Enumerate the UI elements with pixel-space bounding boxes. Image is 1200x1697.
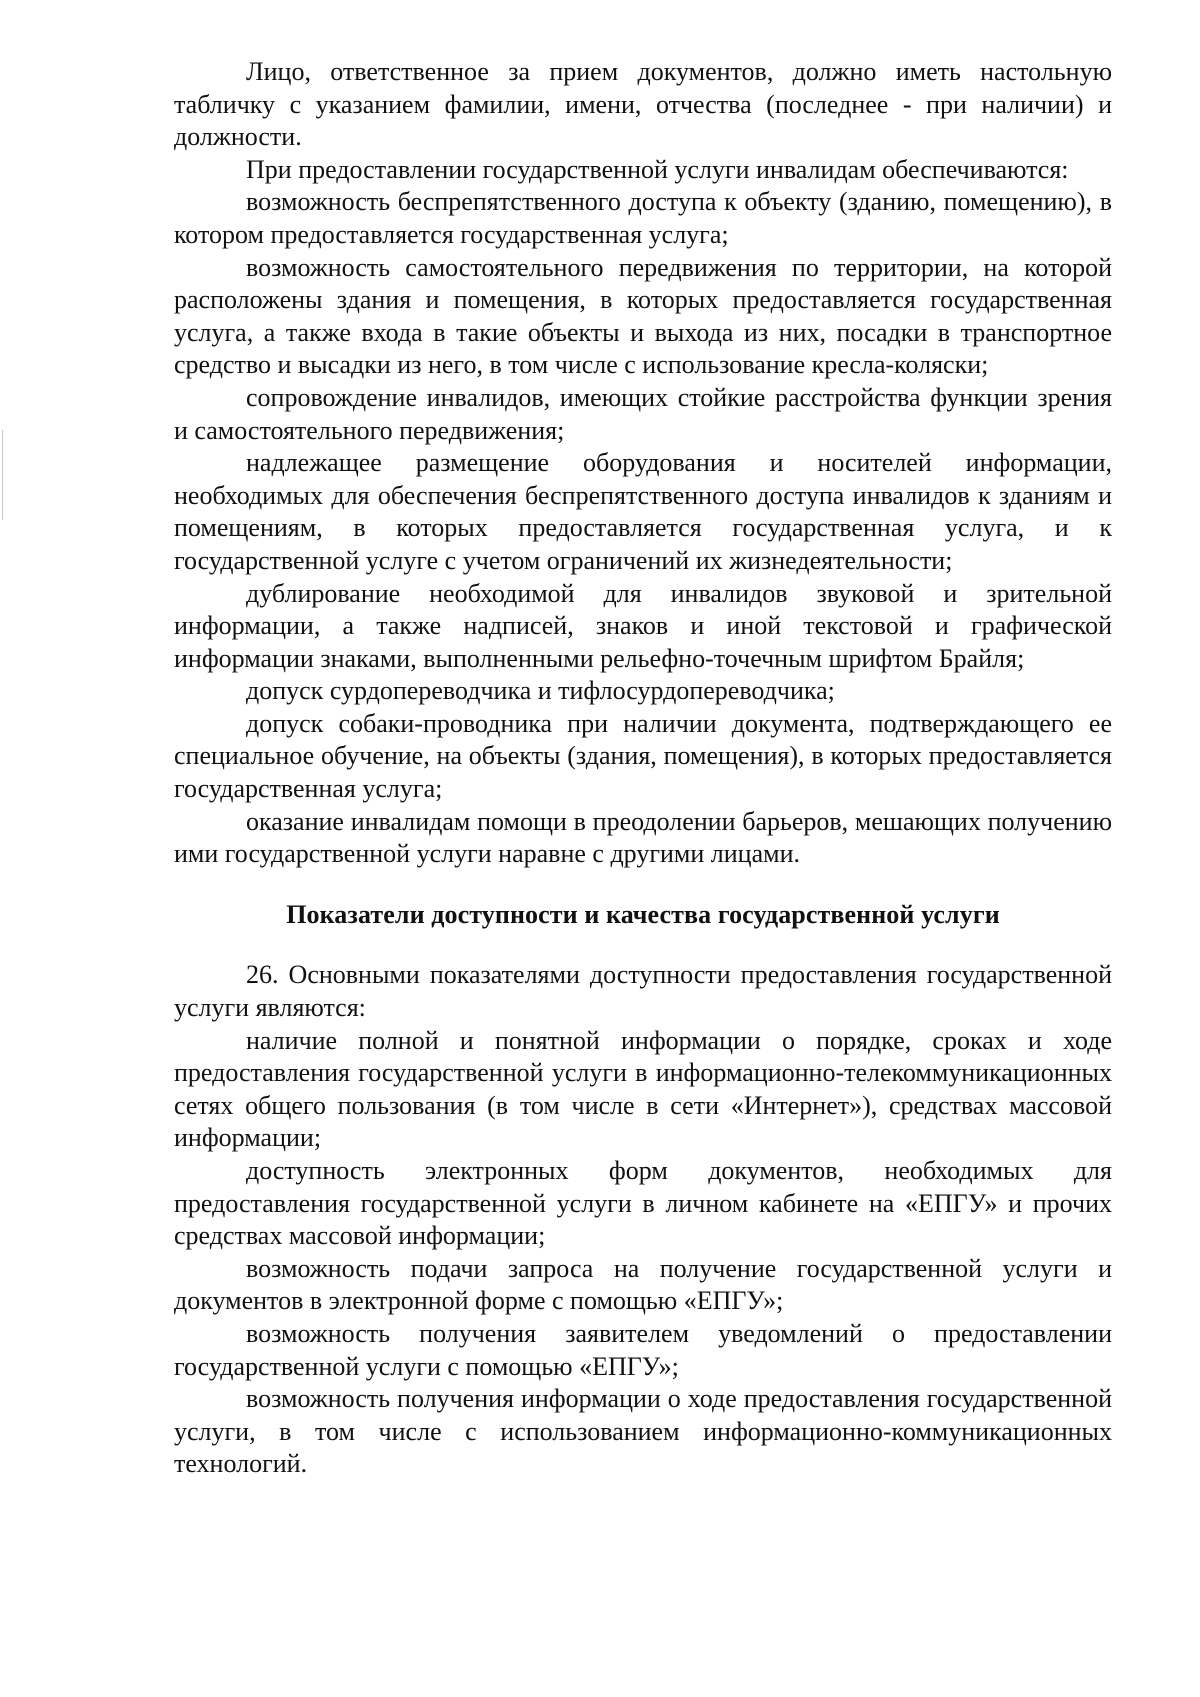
- paragraph-notifications: возможность получения заявителем уведомлений о предоставлении государственной услуги с помощью «ЕПГУ»;: [174, 1318, 1112, 1381]
- paragraph-unobstructed-access: возможность беспрепятственного доступа к объекту (зданию, помещению), в котором предоставляется государственная услуга;: [174, 187, 1112, 249]
- paragraph-information-duplication: дублирование необходимой для инвалидов звуковой и зрительной информации, а также надписей, знаков и иной текстовой и графической информации знаками, выполненными рельефно-точечным шрифтом Брайля;: [174, 578, 1112, 673]
- paragraph-progress-information: возможность получения информации о ходе предоставления государственной услуги, в том числе с использованием информационно-коммуникационных технологий.: [174, 1384, 1112, 1479]
- scan-edge-mark: [2, 430, 3, 520]
- paragraph-independent-movement: возможность самостоятельного передвижения по территории, на которой расположены здания и помещения, в которых предоставляется государственная услуга, а также входа в такие объекты и выхода из них, посадки в транспортное средство и высадки из него, в том числе с использование кресла-коляски;: [174, 252, 1112, 380]
- paragraph-interpreter-admission: допуск сурдопереводчика и тифлосурдопереводчика;: [246, 676, 835, 706]
- section-heading: Показатели доступности и качества государственной услуги: [286, 899, 1000, 929]
- paragraph-barrier-assistance: оказание инвалидам помощи в преодолении барьеров, мешающих получению ими государственной услуги наравне с другими лицами.: [174, 806, 1112, 869]
- paragraph-complete-information: наличие полной и понятной информации о порядке, сроках и ходе предоставления государственной услуги в информационно-телекоммуникационных сетях общего пользования (в том числе в сети «Интернет»), средствах массовой информации;: [174, 1025, 1112, 1153]
- paragraph-responsible-person: Лицо, ответственное за прием документов, должно иметь настольную табличку с указанием фамилии, имени, отчества (последнее - при наличии) и должности.: [174, 57, 1112, 152]
- paragraph-guide-dog: допуск собаки-проводника при наличии документа, подтверждающего ее специальное обучение, на объекты (здания, помещения), в которых предоставляется государственная услуга;: [174, 708, 1112, 804]
- paragraph-escort: сопровождение инвалидов, имеющих стойкие расстройства функции зрения и самостоятельного передвижения;: [174, 382, 1112, 445]
- document-body: [174, 56, 1112, 1481]
- paragraph-electronic-request: возможность подачи запроса на получение государственной услуги и документов в электронной форме с помощью «ЕПГУ»;: [174, 1253, 1112, 1316]
- paragraph-equipment-placement: надлежащее размещение оборудования и носителей информации, необходимых для обеспечения беспрепятственного доступа инвалидов к зданиям и помещениям, в которых предоставляется государственная услуга, и к государственной услуге с учетом ограничений их жизнедеятельности;: [174, 448, 1112, 575]
- paragraph-disabled-provisions-intro: При предоставлении государственной услуги инвалидам обеспечиваются:: [246, 154, 1069, 184]
- paragraph-item-26: 26. Основными показателями доступности предоставления государственной услуги являются:: [174, 960, 1112, 1023]
- paragraph-electronic-forms: доступность электронных форм документов, необходимых для предоставления государственной услуги в личном кабинете на «ЕПГУ» и прочих средствах массовой информации;: [174, 1156, 1112, 1251]
